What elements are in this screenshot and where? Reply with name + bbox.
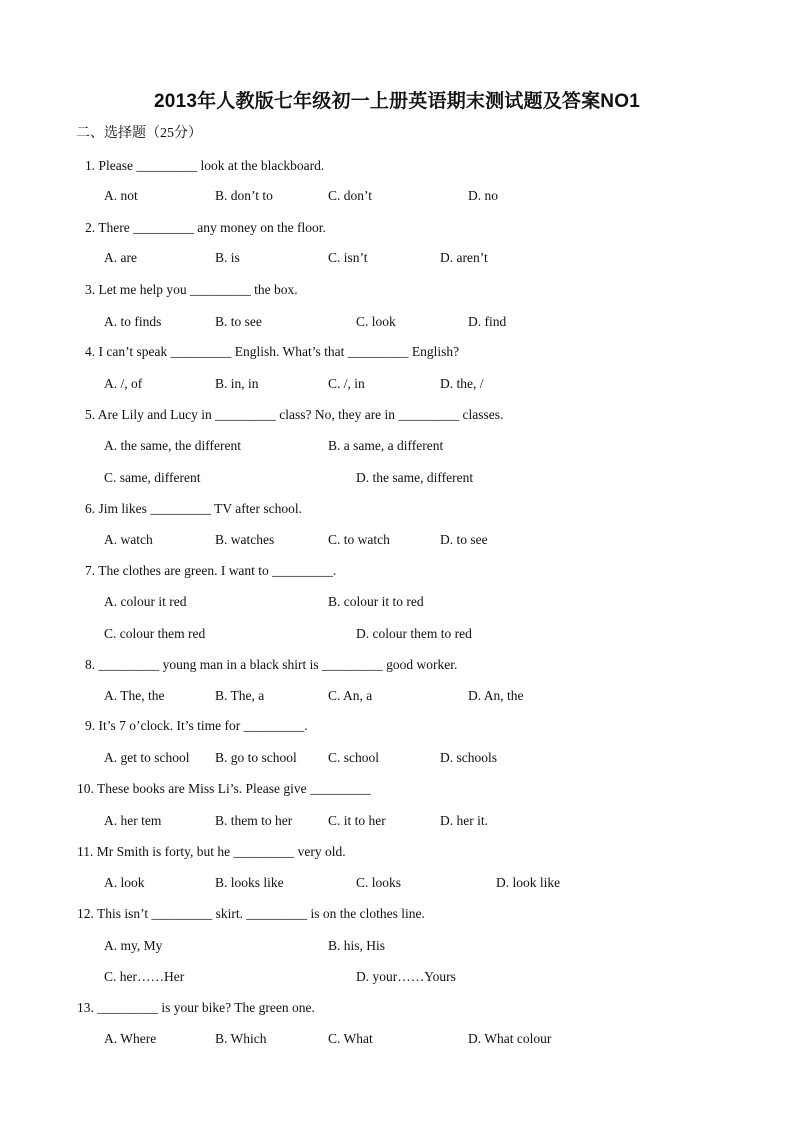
q5-option-b: B. a same, a different <box>328 438 444 453</box>
q3-option-c: C. look <box>356 314 396 329</box>
question-6: 6. Jim likes _________ TV after school. <box>85 501 302 516</box>
q9-option-c: C. school <box>328 750 380 765</box>
q5-option-c: C. same, different <box>104 470 201 485</box>
q6-option-d: D. to see <box>440 532 488 547</box>
q3-option-b: B. to see <box>215 314 262 329</box>
q4-option-b: B. in, in <box>215 376 259 391</box>
section-heading: 二、选择题（25分） <box>76 126 202 141</box>
q2-option-c: C. isn’t <box>328 250 368 265</box>
q8-option-a: A. The, the <box>104 688 165 703</box>
q5-option-d: D. the same, different <box>356 470 474 485</box>
question-5: 5. Are Lily and Lucy in _________ class? No, they are in _________ classes. <box>85 407 504 422</box>
q4-option-d: D. the, / <box>440 376 484 391</box>
q11-option-b: B. looks like <box>215 875 284 890</box>
q11-option-d: D. look like <box>496 875 561 890</box>
q8-option-c: C. An, a <box>328 688 373 703</box>
q13-option-d: D. What colour <box>468 1031 552 1046</box>
question-3: 3. Let me help you _________ the box. <box>85 282 298 297</box>
q9-option-d: D. schools <box>440 750 497 765</box>
q10-option-b: B. them to her <box>215 813 293 828</box>
q6-option-c: C. to watch <box>328 532 390 547</box>
q2-option-b: B. is <box>215 250 240 265</box>
q7-option-d: D. colour them to red <box>356 626 472 641</box>
q8-option-b: B. The, a <box>215 688 265 703</box>
q7-option-c: C. colour them red <box>104 626 206 641</box>
q9-option-a: A. get to school <box>104 750 190 765</box>
q8-option-d: D. An, the <box>468 688 524 703</box>
question-11: 11. Mr Smith is forty, but he _________ very old. <box>77 844 346 859</box>
question-8: 8. _________ young man in a black shirt is _________ good worker. <box>85 657 458 672</box>
question-13: 13. _________ is your bike? The green one. <box>77 1000 315 1015</box>
q9-option-b: B. go to school <box>215 750 297 765</box>
q12-option-b: B. his, His <box>328 938 386 953</box>
q6-option-a: A. watch <box>104 532 153 547</box>
q2-option-a: A. are <box>104 250 137 265</box>
q4-option-c: C. /, in <box>328 376 365 391</box>
question-2: 2. There _________ any money on the floor. <box>85 220 326 235</box>
q13-option-c: C. What <box>328 1031 373 1046</box>
question-1: 1. Please _________ look at the blackboard. <box>85 158 325 173</box>
q13-option-b: B. Which <box>215 1031 267 1046</box>
q1-option-c: C. don’t <box>328 188 373 203</box>
q7-option-b: B. colour it to red <box>328 594 424 609</box>
question-9: 9. It’s 7 o’clock. It’s time for _________. <box>85 718 308 733</box>
q1-option-a: A. not <box>104 188 138 203</box>
q10-option-c: C. it to her <box>328 813 386 828</box>
q1-option-b: B. don’t to <box>215 188 273 203</box>
question-7: 7. The clothes are green. I want to _________. <box>85 563 337 578</box>
q11-option-c: C. looks <box>356 875 402 890</box>
q5-option-a: A. the same, the different <box>104 438 241 453</box>
q3-option-a: A. to finds <box>104 314 162 329</box>
q10-option-a: A. her tem <box>104 813 162 828</box>
q6-option-b: B. watches <box>215 532 275 547</box>
q4-option-a: A. /, of <box>104 376 143 391</box>
q3-option-d: D. find <box>468 314 507 329</box>
page-title: 2013年人教版七年级初一上册英语期末测试题及答案NO1 <box>154 91 640 112</box>
question-12: 12. This isn’t _________ skirt. _________ is on the clothes line. <box>77 906 425 921</box>
q10-option-d: D. her it. <box>440 813 488 828</box>
q12-option-a: A. my, My <box>104 938 163 953</box>
q7-option-a: A. colour it red <box>104 594 187 609</box>
question-10: 10. These books are Miss Li’s. Please give _________ <box>77 781 371 796</box>
q11-option-a: A. look <box>104 875 145 890</box>
question-4: 4. I can’t speak _________ English. What’s that _________ English? <box>85 344 460 359</box>
q12-option-c: C. her……Her <box>104 969 185 984</box>
q2-option-d: D. aren’t <box>440 250 488 265</box>
q12-option-d: D. your……Yours <box>356 969 456 984</box>
q13-option-a: A. Where <box>104 1031 157 1046</box>
q1-option-d: D. no <box>468 188 498 203</box>
